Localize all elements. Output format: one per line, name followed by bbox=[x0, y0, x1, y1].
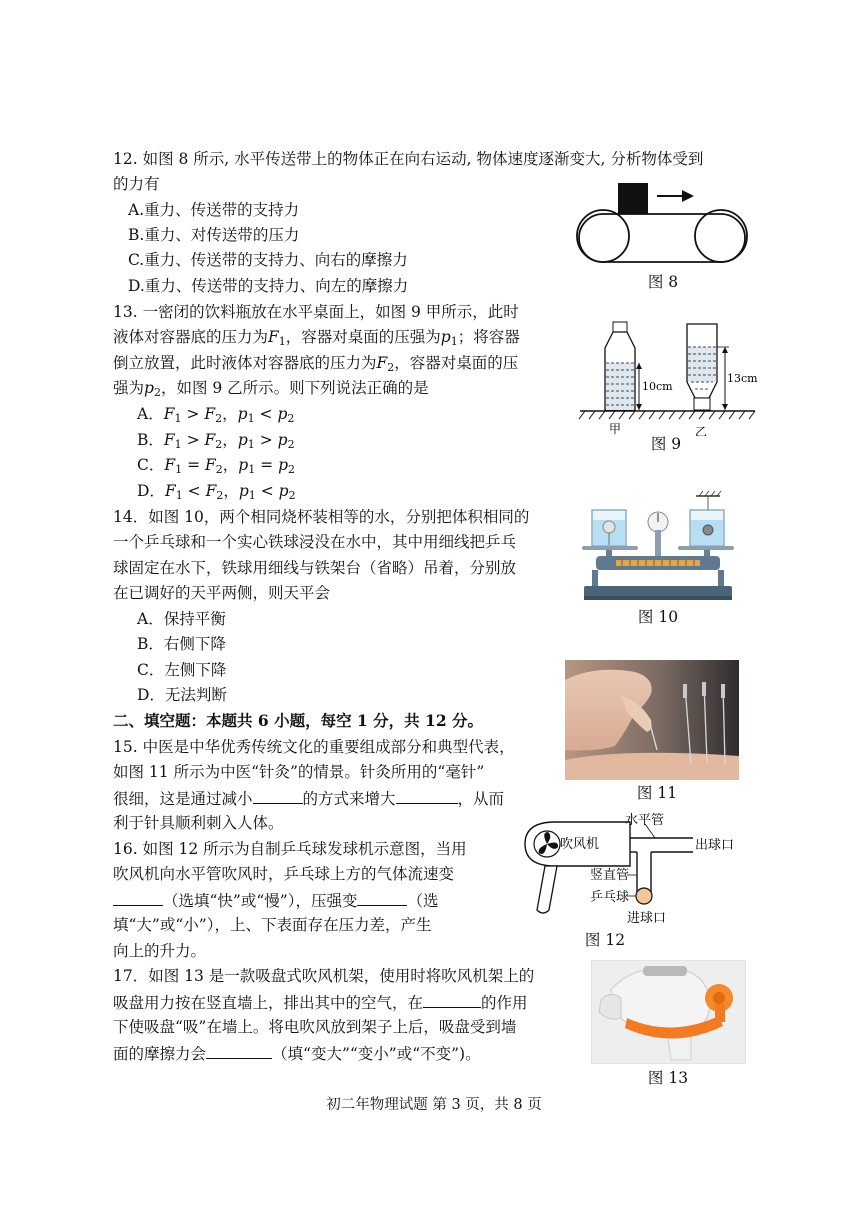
figure-12-label-ball-exit: 出球口 bbox=[695, 838, 735, 853]
figure-12-label-vertical-tube: 竖直管 bbox=[590, 868, 630, 883]
q16-line4: 填“大”或“小”），上、下表面存在压力差，产生 bbox=[113, 916, 432, 934]
q15-line4: 利于针具顺利刺入人体。 bbox=[113, 814, 284, 832]
figure-8-caption: 图 8 bbox=[647, 273, 679, 291]
q15-line1: 15. 中医是中华优秀传统文化的重要组成部分和典型代表， bbox=[113, 738, 515, 756]
q17-line4: 面的摩擦力会 （填“变大”“变小”或“不变”)。 bbox=[113, 1042, 481, 1065]
q13-option-a: A．$F_1 > F_2$，$p_1 < p_2$ bbox=[137, 405, 295, 425]
q12-stem-line1: 12. 如图 8 所示, 水平传送带上的物体正在向右运动, 物体速度逐渐变大, 分析物体受到 bbox=[113, 150, 704, 168]
figure-9-height-left: 10cm bbox=[642, 380, 673, 393]
q12-option-c: C.重力、传送带的支持力、向右的摩擦力 bbox=[128, 251, 408, 269]
figure-12-label-horizontal-tube: 水平管 bbox=[625, 813, 665, 828]
figure-9-label-yi: 乙 bbox=[695, 425, 708, 436]
figure-12-caption: 图 12 bbox=[584, 931, 626, 949]
figure-12-label-dryer: 吹风机 bbox=[560, 837, 600, 852]
q12-option-d: D.重力、传送带的支持力、向左的摩擦力 bbox=[128, 277, 409, 295]
q14-stem-line1: 14．如图 10，两个相同烧杯装相等的水，分别把体积相同的 bbox=[113, 508, 530, 526]
figure-13-hair-dryer-holder-photo bbox=[591, 960, 746, 1064]
q16-line1: 16. 如图 12 所示为自制乒乓球发球机示意图，当用 bbox=[113, 840, 467, 858]
q14-option-a: A．保持平衡 bbox=[137, 610, 226, 628]
q13-stem-line1: 13. 一密闭的饮料瓶放在水平桌面上，如图 9 甲所示，此时 bbox=[113, 303, 519, 321]
q14-option-d: D．无法判断 bbox=[137, 686, 227, 704]
section-2-title: 二、填空题：本题共 6 小题，每空 1 分，共 12 分。 bbox=[113, 711, 484, 730]
q17-blank-1[interactable] bbox=[423, 991, 481, 1008]
figure-9-bottles bbox=[575, 318, 760, 436]
figure-12-ball-launcher bbox=[515, 810, 775, 930]
q15-blank-2[interactable] bbox=[396, 787, 458, 804]
q16-line3: （选填“快”或“慢”），压强变 （选 bbox=[113, 889, 438, 912]
q13-option-b: B．$F_1 > F_2$，$p_1 > p_2$ bbox=[137, 431, 295, 451]
q16-line5: 向上的升力。 bbox=[113, 942, 207, 960]
figure-9-caption: 图 9 bbox=[650, 435, 682, 453]
q13-option-c: C．$F_1 = F_2$，$p_1 = p_2$ bbox=[137, 456, 296, 476]
figure-12-label-ball: 乒乓球 bbox=[590, 890, 630, 905]
q13-stem-line4: 强为$p_2$，如图 9 乙所示。则下列说法正确的是 bbox=[113, 379, 429, 399]
q17-line1: 17．如图 13 是一款吸盘式吹风机架，使用时将吹风机架上的 bbox=[113, 967, 535, 985]
q16-line2: 吹风机向水平管吹风时，乒乓球上方的气体流速变 bbox=[113, 865, 455, 883]
q14-stem-line4: 在已调好的天平两侧，则天平会 bbox=[113, 584, 331, 602]
q15-line3: 很细，这是通过减小 的方式来增大 ，从而 bbox=[113, 787, 504, 810]
q15-line2: 如图 11 所示为中医“针灸”的情景。针灸所用的“毫针” bbox=[113, 763, 485, 781]
figure-12-label-ball-entry: 进球口 bbox=[627, 911, 667, 926]
figure-9-height-right: 13cm bbox=[727, 372, 758, 385]
q16-blank-2[interactable] bbox=[357, 889, 407, 906]
q14-option-b: B．右侧下降 bbox=[137, 635, 226, 653]
figure-11-acupuncture-photo bbox=[565, 660, 739, 780]
figure-8-conveyor-belt bbox=[570, 178, 755, 270]
q12-option-b: B.重力、对传送带的压力 bbox=[128, 226, 300, 244]
q13-option-d: D．$F_1 < F_2$，$p_1 < p_2$ bbox=[137, 482, 296, 502]
q17-blank-2[interactable] bbox=[206, 1042, 272, 1059]
q12-stem-line2: 的力有 bbox=[113, 175, 160, 193]
q14-stem-line2: 一个乒乓球和一个实心铁球浸没在水中，其中用细线把乒乓 bbox=[113, 533, 517, 551]
figure-13-caption: 图 13 bbox=[647, 1069, 689, 1087]
q17-line2: 吸盘用力按在竖直墙上，排出其中的空气，在 的作用 bbox=[113, 991, 528, 1014]
q14-stem-line3: 球固定在水下，铁球用细线与铁架台（省略）吊着，分别放 bbox=[113, 559, 517, 577]
figure-11-caption: 图 11 bbox=[636, 784, 678, 802]
q16-blank-1[interactable] bbox=[113, 889, 163, 906]
q15-blank-1[interactable] bbox=[253, 787, 303, 804]
q17-line3: 下使吸盘“吸”在墙上。将电吹风放到架子上后，吸盘受到墙 bbox=[113, 1018, 517, 1036]
page-footer: 初二年物理试题 第 3 页，共 8 页 bbox=[326, 1097, 542, 1113]
q14-option-c: C．左侧下降 bbox=[137, 661, 227, 679]
q12-option-a: A.重力、传送带的支持力 bbox=[128, 201, 300, 219]
q13-stem-line3: 倒立放置，此时液体对容器底的压力为$F_2$，容器对桌面的压 bbox=[113, 354, 519, 374]
figure-10-caption: 图 10 bbox=[637, 608, 679, 626]
figure-10-balance bbox=[578, 490, 740, 605]
q13-stem-line2: 液体对容器底的压力为$F_1$，容器对桌面的压强为$p_1$；将容器 bbox=[113, 328, 520, 348]
figure-9-label-jia: 甲 bbox=[609, 422, 622, 436]
